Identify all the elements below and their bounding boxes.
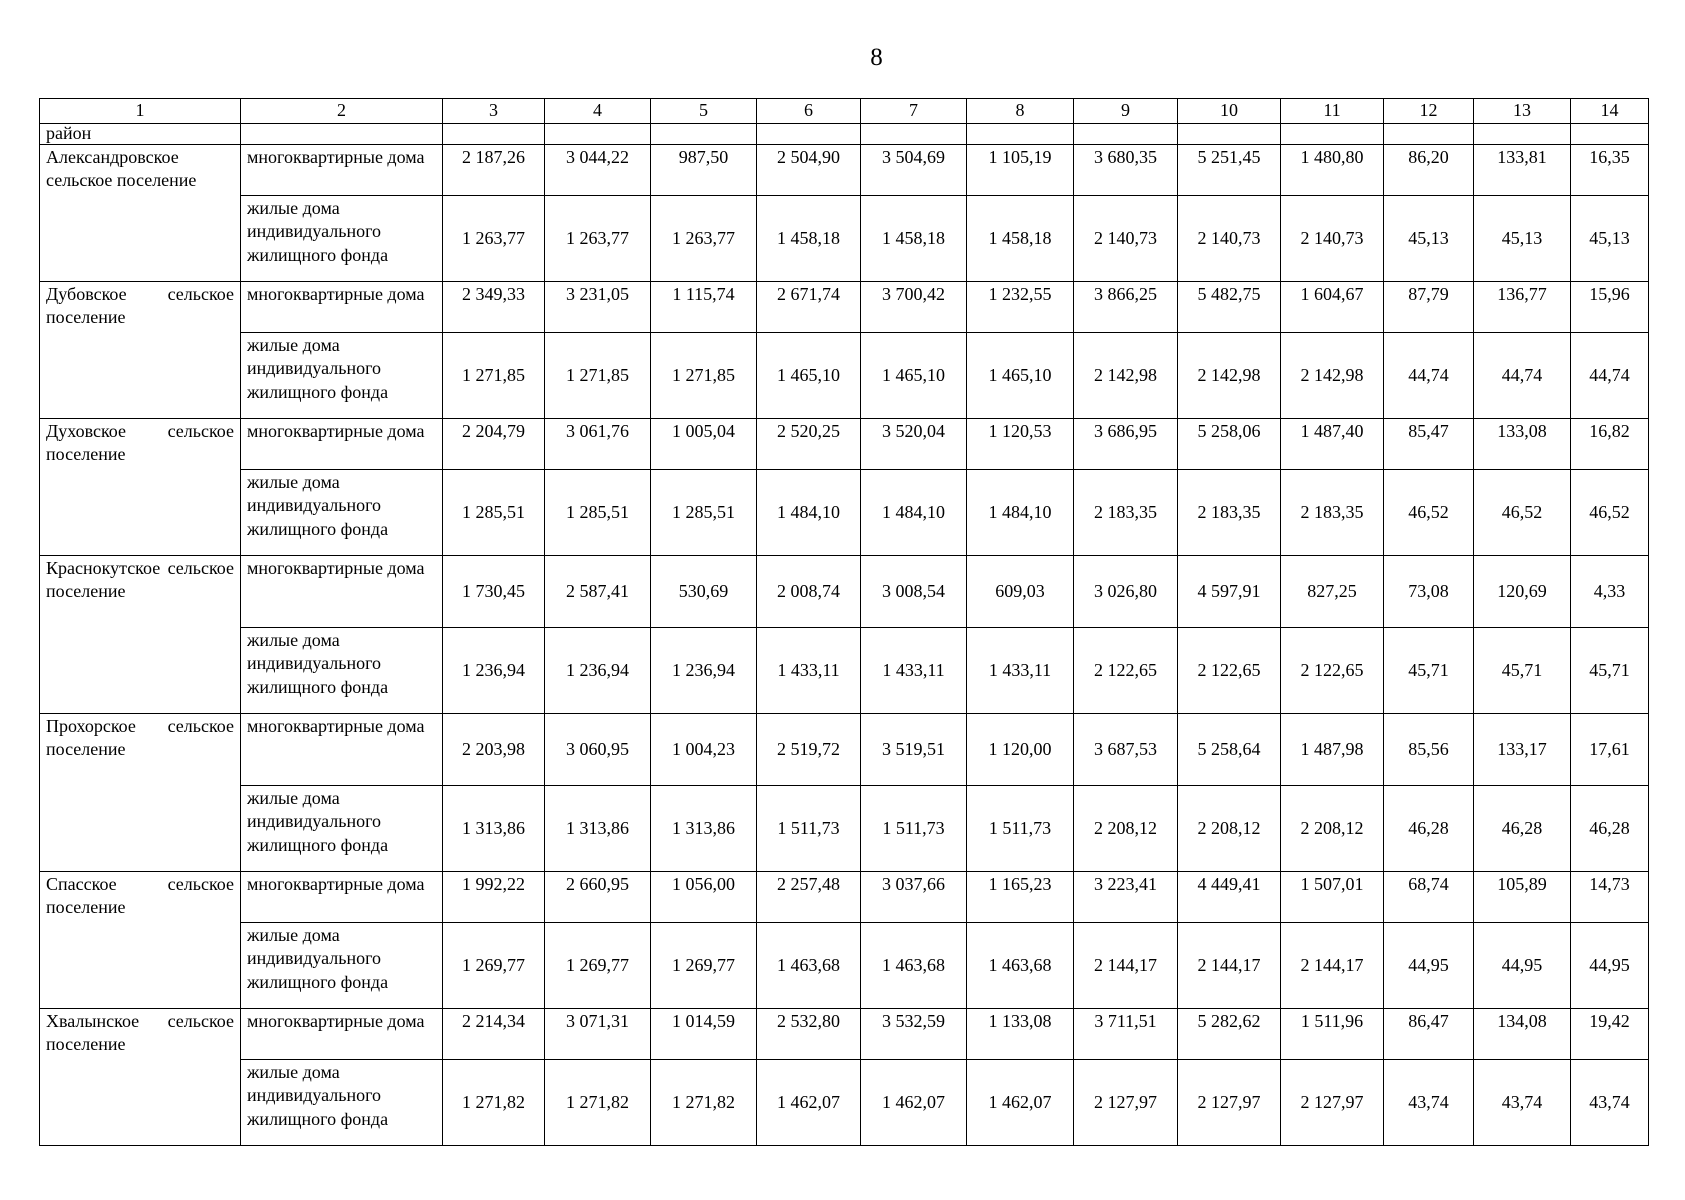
tariff-value: 2 142,98 <box>1178 333 1281 419</box>
tariff-value: 46,52 <box>1384 470 1474 556</box>
column-number-header: 13 <box>1474 99 1571 124</box>
tariff-value: 16,82 <box>1571 419 1649 470</box>
tariff-value: 1 484,10 <box>967 470 1074 556</box>
tariff-value: 2 660,95 <box>545 872 651 923</box>
tariff-value: 43,74 <box>1571 1060 1649 1146</box>
tariff-value: 134,08 <box>1474 1009 1571 1060</box>
column-number-header: 5 <box>651 99 757 124</box>
table-row <box>40 1060 1649 1146</box>
housing-type: жилые дома индивидуального жилищного фонда <box>241 786 443 872</box>
tariff-value: 3 061,76 <box>545 419 651 470</box>
tariff-value: 1 263,77 <box>545 196 651 282</box>
tariff-value: 1 458,18 <box>861 196 967 282</box>
settlement-name: Краснокутское сельское поселение <box>40 556 241 714</box>
tariff-value: 1 484,10 <box>861 470 967 556</box>
tariff-value: 1 462,07 <box>967 1060 1074 1146</box>
table-body <box>40 99 1649 1146</box>
tariff-value: 2 183,35 <box>1178 470 1281 556</box>
tariff-value: 3 711,51 <box>1074 1009 1178 1060</box>
empty-cell <box>545 124 651 145</box>
tariff-value: 1 271,85 <box>545 333 651 419</box>
column-number-header: 2 <box>241 99 443 124</box>
tariff-value: 44,95 <box>1474 923 1571 1009</box>
tariff-value: 2 127,97 <box>1074 1060 1178 1146</box>
table-row <box>40 470 1649 556</box>
tariff-value: 16,35 <box>1571 145 1649 196</box>
empty-cell <box>1281 124 1384 145</box>
empty-cell <box>1571 124 1649 145</box>
tariff-value: 4 449,41 <box>1178 872 1281 923</box>
column-number-header-row <box>40 99 1649 124</box>
tariff-value: 2 257,48 <box>757 872 861 923</box>
tariff-value: 3 686,95 <box>1074 419 1178 470</box>
raion-label: район <box>40 124 241 145</box>
empty-cell <box>1384 124 1474 145</box>
tariff-value: 1 285,51 <box>443 470 545 556</box>
tariff-value: 1 511,96 <box>1281 1009 1384 1060</box>
tariff-value: 45,13 <box>1571 196 1649 282</box>
tariff-value: 609,03 <box>967 556 1074 628</box>
tariff-value: 2 208,12 <box>1281 786 1384 872</box>
tariff-value: 1 487,98 <box>1281 714 1384 786</box>
tariff-value: 1 313,86 <box>443 786 545 872</box>
tariff-value: 1 463,68 <box>757 923 861 1009</box>
housing-type: жилые дома индивидуального жилищного фонда <box>241 470 443 556</box>
tariff-value: 46,28 <box>1384 786 1474 872</box>
tariff-value: 1 004,23 <box>651 714 757 786</box>
tariff-value: 85,56 <box>1384 714 1474 786</box>
tariff-value: 1 463,68 <box>967 923 1074 1009</box>
tariff-value: 1 269,77 <box>545 923 651 1009</box>
tariff-value: 1 462,07 <box>757 1060 861 1146</box>
tariff-value: 68,74 <box>1384 872 1474 923</box>
tariff-value: 2 504,90 <box>757 145 861 196</box>
tariff-value: 3 687,53 <box>1074 714 1178 786</box>
tariff-value: 1 269,77 <box>651 923 757 1009</box>
tariff-value: 5 282,62 <box>1178 1009 1281 1060</box>
tariff-value: 1 462,07 <box>861 1060 967 1146</box>
tariff-value: 44,95 <box>1384 923 1474 1009</box>
tariff-value: 45,71 <box>1474 628 1571 714</box>
tariff-table <box>39 98 1649 1146</box>
tariff-value: 44,74 <box>1571 333 1649 419</box>
tariff-value: 17,61 <box>1571 714 1649 786</box>
tariff-value: 2 203,98 <box>443 714 545 786</box>
tariff-value: 1 458,18 <box>967 196 1074 282</box>
tariff-value: 46,28 <box>1474 786 1571 872</box>
tariff-value: 43,74 <box>1384 1060 1474 1146</box>
table-row <box>40 872 1649 923</box>
tariff-value: 2 187,26 <box>443 145 545 196</box>
tariff-value: 1 120,00 <box>967 714 1074 786</box>
column-number-header: 12 <box>1384 99 1474 124</box>
tariff-value: 827,25 <box>1281 556 1384 628</box>
tariff-value: 3 026,80 <box>1074 556 1178 628</box>
column-number-header: 11 <box>1281 99 1384 124</box>
tariff-value: 1 458,18 <box>757 196 861 282</box>
tariff-value: 2 214,34 <box>443 1009 545 1060</box>
tariff-value: 1 465,10 <box>757 333 861 419</box>
tariff-value: 1 236,94 <box>545 628 651 714</box>
tariff-value: 15,96 <box>1571 282 1649 333</box>
tariff-value: 46,28 <box>1571 786 1649 872</box>
tariff-value: 2 127,97 <box>1281 1060 1384 1146</box>
tariff-value: 987,50 <box>651 145 757 196</box>
tariff-value: 44,74 <box>1474 333 1571 419</box>
tariff-value: 43,74 <box>1474 1060 1571 1146</box>
column-number-header: 3 <box>443 99 545 124</box>
empty-cell <box>241 124 443 145</box>
tariff-value: 2 140,73 <box>1281 196 1384 282</box>
tariff-value: 133,81 <box>1474 145 1571 196</box>
tariff-value: 530,69 <box>651 556 757 628</box>
tariff-value: 2 671,74 <box>757 282 861 333</box>
empty-cell <box>861 124 967 145</box>
tariff-value: 2 183,35 <box>1074 470 1178 556</box>
housing-type: многоквартирные дома <box>241 145 443 196</box>
tariff-value: 133,08 <box>1474 419 1571 470</box>
tariff-value: 2 183,35 <box>1281 470 1384 556</box>
housing-type: многоквартирные дома <box>241 282 443 333</box>
tariff-value: 3 520,04 <box>861 419 967 470</box>
tariff-value: 46,52 <box>1571 470 1649 556</box>
tariff-value: 1 313,86 <box>545 786 651 872</box>
housing-type: многоквартирные дома <box>241 872 443 923</box>
table-row <box>40 419 1649 470</box>
tariff-value: 1 480,80 <box>1281 145 1384 196</box>
housing-type: жилые дома индивидуального жилищного фонда <box>241 628 443 714</box>
tariff-value: 2 208,12 <box>1178 786 1281 872</box>
tariff-value: 1 105,19 <box>967 145 1074 196</box>
tariff-value: 4,33 <box>1571 556 1649 628</box>
tariff-value: 1 484,10 <box>757 470 861 556</box>
tariff-value: 1 271,82 <box>545 1060 651 1146</box>
settlement-name: Дубовское сельское поселение <box>40 282 241 419</box>
tariff-value: 1 604,67 <box>1281 282 1384 333</box>
tariff-value: 1 463,68 <box>861 923 967 1009</box>
tariff-value: 86,47 <box>1384 1009 1474 1060</box>
tariff-value: 3 071,31 <box>545 1009 651 1060</box>
tariff-value: 5 258,06 <box>1178 419 1281 470</box>
tariff-value: 45,71 <box>1571 628 1649 714</box>
tariff-value: 73,08 <box>1384 556 1474 628</box>
tariff-value: 1 313,86 <box>651 786 757 872</box>
tariff-value: 87,79 <box>1384 282 1474 333</box>
column-number-header: 8 <box>967 99 1074 124</box>
housing-type: многоквартирные дома <box>241 714 443 786</box>
tariff-value: 1 433,11 <box>861 628 967 714</box>
tariff-value: 1 232,55 <box>967 282 1074 333</box>
tariff-value: 2 142,98 <box>1281 333 1384 419</box>
column-number-header: 4 <box>545 99 651 124</box>
housing-type: многоквартирные дома <box>241 556 443 628</box>
table-row <box>40 145 1649 196</box>
tariff-value: 19,42 <box>1571 1009 1649 1060</box>
tariff-value: 46,52 <box>1474 470 1571 556</box>
tariff-value: 1 005,04 <box>651 419 757 470</box>
tariff-value: 1 236,94 <box>443 628 545 714</box>
housing-type: многоквартирные дома <box>241 1009 443 1060</box>
tariff-value: 1 507,01 <box>1281 872 1384 923</box>
housing-type: жилые дома индивидуального жилищного фонда <box>241 333 443 419</box>
tariff-value: 45,13 <box>1474 196 1571 282</box>
empty-cell <box>443 124 545 145</box>
tariff-value: 2 122,65 <box>1281 628 1384 714</box>
tariff-value: 120,69 <box>1474 556 1571 628</box>
tariff-value: 1 263,77 <box>651 196 757 282</box>
tariff-value: 3 008,54 <box>861 556 967 628</box>
tariff-value: 2 208,12 <box>1074 786 1178 872</box>
tariff-value: 1 992,22 <box>443 872 545 923</box>
empty-cell <box>1074 124 1178 145</box>
tariff-value: 1 433,11 <box>757 628 861 714</box>
tariff-value: 2 008,74 <box>757 556 861 628</box>
tariff-value: 1 511,73 <box>967 786 1074 872</box>
tariff-value: 3 060,95 <box>545 714 651 786</box>
page-number: 8 <box>870 44 883 71</box>
tariff-value: 3 037,66 <box>861 872 967 923</box>
empty-cell <box>651 124 757 145</box>
tariff-value: 1 115,74 <box>651 282 757 333</box>
housing-type: многоквартирные дома <box>241 419 443 470</box>
tariff-value: 2 127,97 <box>1178 1060 1281 1146</box>
tariff-value: 105,89 <box>1474 872 1571 923</box>
tariff-value: 2 144,17 <box>1281 923 1384 1009</box>
tariff-value: 3 866,25 <box>1074 282 1178 333</box>
table-row <box>40 714 1649 786</box>
tariff-value: 133,17 <box>1474 714 1571 786</box>
settlement-name: Духовское сельское поселение <box>40 419 241 556</box>
tariff-value: 2 140,73 <box>1178 196 1281 282</box>
tariff-value: 1 269,77 <box>443 923 545 1009</box>
table-row <box>40 196 1649 282</box>
settlement-name: Прохорское сельское поселение <box>40 714 241 872</box>
tariff-value: 1 465,10 <box>861 333 967 419</box>
tariff-value: 2 144,17 <box>1178 923 1281 1009</box>
tariff-value: 85,47 <box>1384 419 1474 470</box>
tariff-value: 2 142,98 <box>1074 333 1178 419</box>
raion-row <box>40 124 1649 145</box>
tariff-value: 1 271,82 <box>443 1060 545 1146</box>
column-number-header: 1 <box>40 99 241 124</box>
tariff-value: 1 120,53 <box>967 419 1074 470</box>
column-number-header: 6 <box>757 99 861 124</box>
column-number-header: 14 <box>1571 99 1649 124</box>
tariff-value: 2 520,25 <box>757 419 861 470</box>
tariff-value: 1 487,40 <box>1281 419 1384 470</box>
tariff-value: 5 482,75 <box>1178 282 1281 333</box>
tariff-value: 1 014,59 <box>651 1009 757 1060</box>
tariff-value: 14,73 <box>1571 872 1649 923</box>
tariff-value: 44,95 <box>1571 923 1649 1009</box>
column-number-header: 9 <box>1074 99 1178 124</box>
tariff-value: 5 258,64 <box>1178 714 1281 786</box>
tariff-value: 45,71 <box>1384 628 1474 714</box>
tariff-value: 45,13 <box>1384 196 1474 282</box>
tariff-value: 1 465,10 <box>967 333 1074 419</box>
tariff-value: 44,74 <box>1384 333 1474 419</box>
tariff-value: 1 433,11 <box>967 628 1074 714</box>
tariff-value: 2 519,72 <box>757 714 861 786</box>
tariff-value: 1 056,00 <box>651 872 757 923</box>
empty-cell <box>1474 124 1571 145</box>
tariff-value: 1 511,73 <box>757 786 861 872</box>
housing-type: жилые дома индивидуального жилищного фонда <box>241 196 443 282</box>
settlement-name: Хвалынское сельское поселение <box>40 1009 241 1146</box>
tariff-value: 86,20 <box>1384 145 1474 196</box>
tariff-value: 4 597,91 <box>1178 556 1281 628</box>
tariff-value: 1 285,51 <box>651 470 757 556</box>
settlement-name: Спасское сельское поселение <box>40 872 241 1009</box>
housing-type: жилые дома индивидуального жилищного фонда <box>241 1060 443 1146</box>
empty-cell <box>757 124 861 145</box>
tariff-value: 1 165,23 <box>967 872 1074 923</box>
tariff-value: 1 263,77 <box>443 196 545 282</box>
table-row <box>40 333 1649 419</box>
tariff-value: 1 133,08 <box>967 1009 1074 1060</box>
tariff-value: 2 144,17 <box>1074 923 1178 1009</box>
tariff-value: 2 349,33 <box>443 282 545 333</box>
empty-cell <box>1178 124 1281 145</box>
tariff-value: 2 587,41 <box>545 556 651 628</box>
tariff-value: 2 122,65 <box>1178 628 1281 714</box>
tariff-value: 3 044,22 <box>545 145 651 196</box>
settlement-name: Александровское сельское поселение <box>40 145 241 282</box>
tariff-value: 1 511,73 <box>861 786 967 872</box>
table-row <box>40 282 1649 333</box>
tariff-value: 1 271,82 <box>651 1060 757 1146</box>
table-row <box>40 923 1649 1009</box>
table-row <box>40 1009 1649 1060</box>
tariff-value: 1 236,94 <box>651 628 757 714</box>
tariff-value: 1 285,51 <box>545 470 651 556</box>
tariff-value: 3 532,59 <box>861 1009 967 1060</box>
tariff-value: 2 532,80 <box>757 1009 861 1060</box>
tariff-value: 136,77 <box>1474 282 1571 333</box>
tariff-value: 5 251,45 <box>1178 145 1281 196</box>
tariff-value: 2 204,79 <box>443 419 545 470</box>
tariff-value: 3 700,42 <box>861 282 967 333</box>
tariff-value: 3 519,51 <box>861 714 967 786</box>
housing-type: жилые дома индивидуального жилищного фонда <box>241 923 443 1009</box>
tariff-value: 2 122,65 <box>1074 628 1178 714</box>
tariff-value: 2 140,73 <box>1074 196 1178 282</box>
empty-cell <box>967 124 1074 145</box>
tariff-value: 3 504,69 <box>861 145 967 196</box>
tariff-value: 3 680,35 <box>1074 145 1178 196</box>
tariff-value: 1 271,85 <box>443 333 545 419</box>
column-number-header: 10 <box>1178 99 1281 124</box>
column-number-header: 7 <box>861 99 967 124</box>
table-row <box>40 786 1649 872</box>
tariff-value: 3 223,41 <box>1074 872 1178 923</box>
tariff-value: 3 231,05 <box>545 282 651 333</box>
tariff-value: 1 271,85 <box>651 333 757 419</box>
table-row <box>40 556 1649 628</box>
table-row <box>40 628 1649 714</box>
tariff-value: 1 730,45 <box>443 556 545 628</box>
